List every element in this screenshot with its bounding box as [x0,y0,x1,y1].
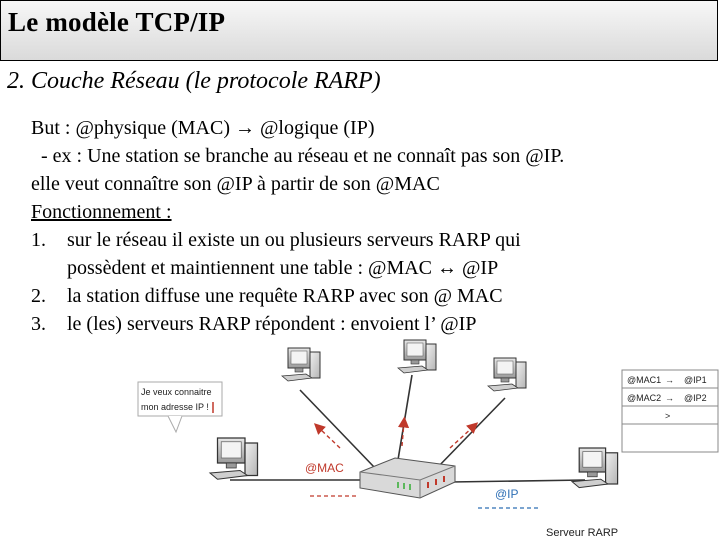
arrow-icon: → [665,375,674,385]
bubble-line-2: mon adresse IP ! [141,402,209,412]
speech-bubble [138,382,222,432]
goal-line: But : @physique (MAC) → @logique (IP) [31,117,375,139]
arrow-icon: → [665,393,674,403]
title-bar [0,0,718,61]
table-row2-mac: @MAC2 [627,393,662,403]
section-heading: Fonctionnement : [31,201,172,223]
step-2 [31,282,564,310]
step-number: 1. [31,229,46,251]
table-row1-ip: @IP1 [684,375,707,385]
step-number: 3. [31,313,46,335]
slide-subtitle: 2. Couche Réseau (le protocole RARP) [7,68,381,94]
example-line: - ex : Une station se branche au réseau et ne connaît pas son @IP. [41,145,565,167]
step-1 [31,226,564,254]
switch-icon [360,458,455,498]
workstation-requester-computer-icon [210,438,258,479]
workstation-rarp-server-computer-icon [572,448,618,488]
body-text [31,114,564,338]
mac-label: @MAC [305,461,344,475]
step-text: la station diffuse une requête RARP avec son @ MAC [67,285,503,307]
step-1-continuation: possèdent et maintiennent une table : @MAC ↔ @IP [67,257,499,279]
table-row1-mac: @MAC1 [627,375,662,385]
server-label: Serveur RARP [546,527,619,539]
example-line-2: elle veut connaître son @IP à partir de son @MAC [31,173,440,195]
ip-label: @IP [495,487,519,501]
workstation-top-right-computer-icon [488,358,526,391]
chevron-right-icon: > [665,411,671,421]
broadcast-arrows [318,422,474,448]
workstation-top-left-computer-icon [282,348,320,381]
slide-title: Le modèle TCP/IP [8,7,226,37]
rarp-table [622,370,718,452]
step-text: le (les) serveurs RARP répondent : envoient l’ @IP [67,313,477,335]
workstation-top-center-computer-icon [398,340,436,373]
step-text: sur le réseau il existe un ou plusieurs serveurs RARP qui [67,229,521,251]
step-number: 2. [31,285,46,307]
network-diagram [0,330,720,540]
table-row2-ip: @IP2 [684,393,707,403]
bubble-line-1: Je veux connaitre [141,387,212,397]
